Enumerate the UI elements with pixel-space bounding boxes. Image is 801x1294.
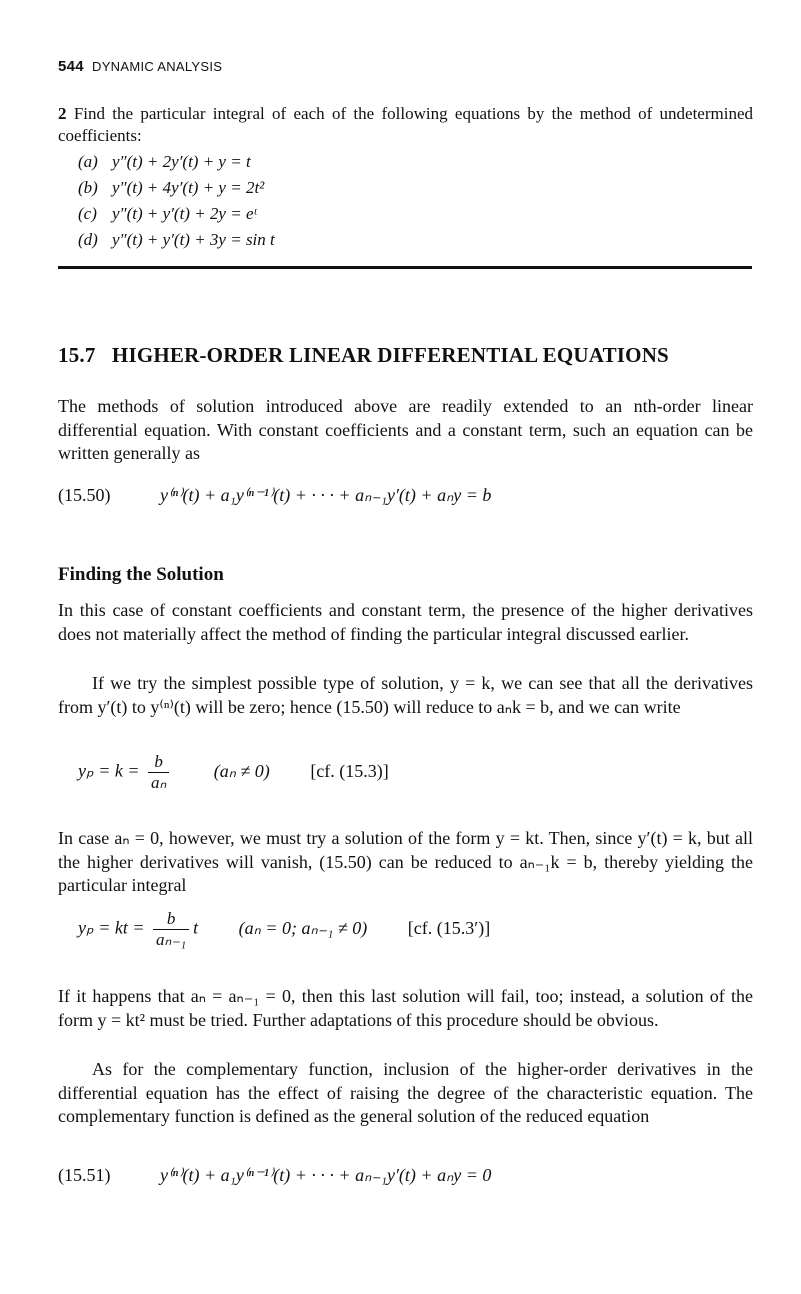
fraction: $\frac{b}{\text{aₙ₋₁}}$ [153,909,189,950]
exercise-prompt [58,103,753,147]
paragraph-1: In this case of constant coefficients and constant term, the presence of the higher derivatives does not materially affect the method of finding the particular integral discussed earlier. [58,600,753,644]
paragraph-3: In case aₙ = 0, however, we must try a solution of the form y = kt. Then, since y′(t) = k, but all the higher derivatives will vanish, (15.50) can be reduced to aₙ₋₁k = b, thereby yielding the particular integral [58,828,753,895]
equation-15-50-expr: y⁽ⁿ⁾(t) + a₁y⁽ⁿ⁻¹⁾(t) + · · · + aₙ₋₁y′(t) + aₙy = b [160,485,492,505]
page-number: 544 [58,58,84,75]
equation-15-50 [58,485,111,506]
equation-15-51-expr: y⁽ⁿ⁾(t) + a₁y⁽ⁿ⁻¹⁾(t) + · · · + aₙ₋₁y′(t) + aₙy = 0 [160,1165,492,1185]
paragraph-2: If we try the simplest possible type of solution, y = k, we can see that all the derivatives from y′(t) to y⁽ⁿ⁾(t) will be zero; hence (15.50) will reduce to aₙk = b, and we can write [58,673,753,717]
equation-number: (15.50) [58,485,111,505]
equation-15-51 [58,1165,111,1186]
paragraph-4: If it happens that aₙ = aₙ₋₁ = 0, then this last solution will fail, too; instead, a solution of the form y = kt² must be tried. Further adaptations of this procedure should be obvious. [58,986,753,1030]
paragraph-5: As for the complementary function, inclusion of the higher-order derivatives in the differential equation has the effect of raising the degree of the characteristic equation. The complementary function is defined as the general solution of the reduced equation [58,1059,753,1126]
eq-condition: (aₙ ≠ 0) [213,760,270,781]
intro-paragraph: The methods of solution introduced above are readily extended to an nth-order linear differential equation. With constant coefficients and a constant term, such an equation can be written generally as [58,396,753,463]
eq-reference: [cf. (15.3)] [310,760,389,781]
exercise-number: 2 [58,104,67,123]
eq-reference: [cf. (15.3′)] [407,917,491,938]
equation-yp-constant [78,752,389,793]
equation-number: (15.51) [58,1165,111,1185]
running-title: DYNAMIC ANALYSIS [92,59,223,74]
section-number: 15.7 [58,343,96,367]
exercise-item-c: (c) y″(t) + y′(t) + 2y = eᵗ [78,204,257,223]
section-heading [58,343,669,368]
eq-tail: t [193,917,199,938]
page-header [58,58,222,76]
exercise-item-b: (b) y″(t) + 4y′(t) + y = 2t² [78,178,265,197]
equation-yp-linear [78,909,490,950]
fraction: $\frac{b}{\text{aₙ}}$ [148,752,169,793]
exercise-text: Find the particular integral of each of the following equations by the method of undetermined coefficients: [58,104,754,145]
exercise-item-a: (a) y″(t) + 2y′(t) + y = t [78,152,251,171]
eq-lhs: yₚ = kt = [78,917,145,938]
section-divider [58,266,752,269]
eq-lhs: yₚ = k = [78,760,140,781]
subsection-heading: Finding the Solution [58,564,224,585]
section-title: HIGHER-ORDER LINEAR DIFFERENTIAL EQUATIONS [111,343,669,367]
exercise-item-d: (d) y″(t) + y′(t) + 3y = sin t [78,230,275,249]
eq-condition: (aₙ = 0; aₙ₋₁ ≠ 0) [238,917,368,938]
